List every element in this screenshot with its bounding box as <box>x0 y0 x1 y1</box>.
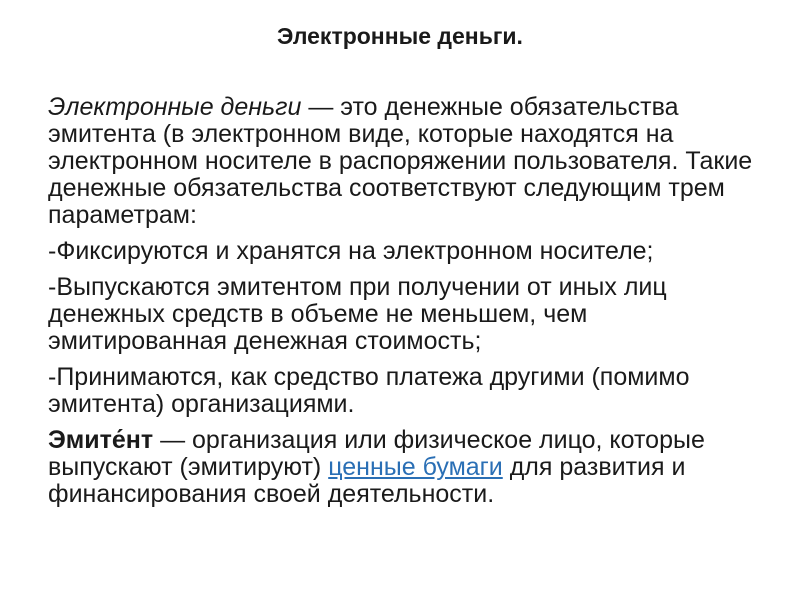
emitent-text-before-link: — организация или физическое лицо, которые выпускают (эмитируют) <box>48 426 705 481</box>
bullet-item: -Принимаются, как средство платежа другими (помимо эмитента) организациями. <box>48 363 690 418</box>
slide-title: Электронные деньги. <box>277 23 523 49</box>
emitent-term: Эмите́нт <box>48 426 154 454</box>
definition-text: — это денежные обязательства эмитента (в электронном виде, которые находятся на электронном носителе в распоряжении пользователя. Такие денежные обязательства соответствуют следующим трем параметрам: <box>48 93 753 229</box>
definition-term: Электронные деньги <box>48 93 302 121</box>
definition-paragraph <box>48 94 768 229</box>
bullet-item: -Фиксируются и хранятся на электронном носителе; <box>48 237 654 265</box>
emitent-paragraph <box>48 427 768 508</box>
emitent-text-after-link: для развития и финансирования своей деятельности. <box>48 453 686 508</box>
bullet-item: -Выпускаются эмитентом при получении от иных лиц денежных средств в объеме не меньшем, чем эмитированная денежная стоимость; <box>48 273 667 355</box>
securities-link[interactable]: ценные бумаги <box>328 453 503 481</box>
slide-content <box>48 94 768 517</box>
